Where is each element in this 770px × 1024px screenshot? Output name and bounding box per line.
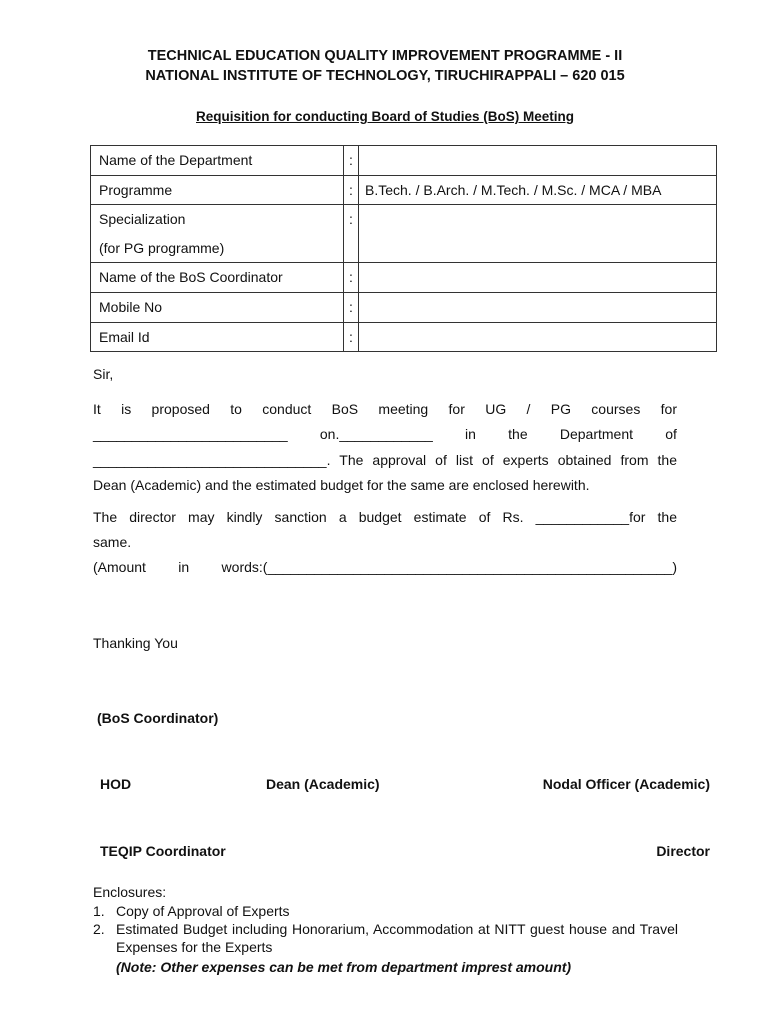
mobile-label: Mobile No — [91, 292, 344, 322]
bos-coordinator-label: Name of the BoS Coordinator — [91, 263, 344, 293]
table-row — [91, 322, 717, 352]
colon: : — [344, 322, 359, 352]
programme-label: Programme — [91, 175, 344, 205]
list-item — [93, 902, 678, 920]
list-number: 1. — [93, 903, 105, 919]
blank-courses: _________________________ — [93, 426, 288, 442]
nodal-officer-signature: Nodal Officer (Academic) — [542, 776, 710, 792]
colon: : — [344, 175, 359, 205]
blank-date: on.____________ — [319, 426, 433, 442]
hod-signature: HOD — [100, 776, 132, 792]
enclosures-title: Enclosures: — [93, 884, 167, 900]
list-text: Copy of Approval of Experts — [116, 903, 290, 919]
colon: : — [344, 205, 359, 263]
word-department: Department — [559, 426, 634, 442]
teqip-coordinator-signature: TEQIP Coordinator — [100, 843, 226, 859]
word-of: of — [665, 426, 677, 442]
amount-in-words: (Amount in words:(____________________________________________________) — [93, 559, 677, 575]
budget-line-2: same. — [93, 534, 132, 550]
letter-line-2 — [93, 421, 677, 447]
colon: : — [344, 263, 359, 293]
closing: Thanking You — [93, 635, 178, 651]
table-row — [91, 205, 717, 263]
enclosures-list — [93, 902, 678, 956]
bos-coordinator-signature: (BoS Coordinator) — [97, 710, 219, 726]
details-table — [90, 145, 717, 352]
email-field[interactable] — [359, 322, 717, 352]
department-field[interactable] — [359, 146, 717, 176]
colon: : — [344, 292, 359, 322]
director-signature: Director — [656, 843, 710, 859]
bos-coordinator-field[interactable] — [359, 263, 717, 293]
header-institute: NATIONAL INSTITUTE OF TECHNOLOGY, TIRUCHIRAPPALI – 620 015 — [145, 68, 625, 84]
budget-line: The director may kindly sanction a budget estimate of Rs. ____________for the — [93, 509, 677, 525]
specialization-label-cell — [91, 205, 344, 263]
word-the: the — [508, 426, 528, 442]
table-row — [91, 292, 717, 322]
expenses-note: (Note: Other expenses can be met from department imprest amount) — [116, 959, 572, 975]
letter-line-1: It is proposed to conduct BoS meeting for UG / PG courses for — [93, 401, 677, 417]
table-row — [91, 146, 717, 176]
letter-line-4: Dean (Academic) and the estimated budget for the same are enclosed herewith. — [93, 477, 590, 493]
mobile-field[interactable] — [359, 292, 717, 322]
email-label: Email Id — [91, 322, 344, 352]
table-row — [91, 175, 717, 205]
dean-signature: Dean (Academic) — [266, 776, 380, 792]
list-item — [93, 920, 678, 956]
list-number: 2. — [93, 921, 105, 937]
specialization-sublabel: (for PG programme) — [99, 239, 225, 256]
department-label: Name of the Department — [91, 146, 344, 176]
colon: : — [344, 146, 359, 176]
table-row — [91, 263, 717, 293]
specialization-label: Specialization — [99, 211, 186, 228]
letter-line-3: ______________________________. The approval of list of experts obtained from the — [93, 452, 677, 468]
list-text: Estimated Budget including Honorarium, Accommodation at NITT guest house and Travel Expenses for the Experts — [116, 921, 678, 955]
form-subtitle: Requisition for conducting Board of Studies (BoS) Meeting — [196, 109, 574, 124]
salutation: Sir, — [93, 366, 114, 382]
word-in: in — [465, 426, 476, 442]
specialization-field[interactable] — [359, 205, 717, 263]
programme-field[interactable]: B.Tech. / B.Arch. / M.Tech. / M.Sc. / MCA / MBA — [359, 175, 717, 205]
header-programme: TECHNICAL EDUCATION QUALITY IMPROVEMENT PROGRAMME - II — [147, 48, 623, 64]
